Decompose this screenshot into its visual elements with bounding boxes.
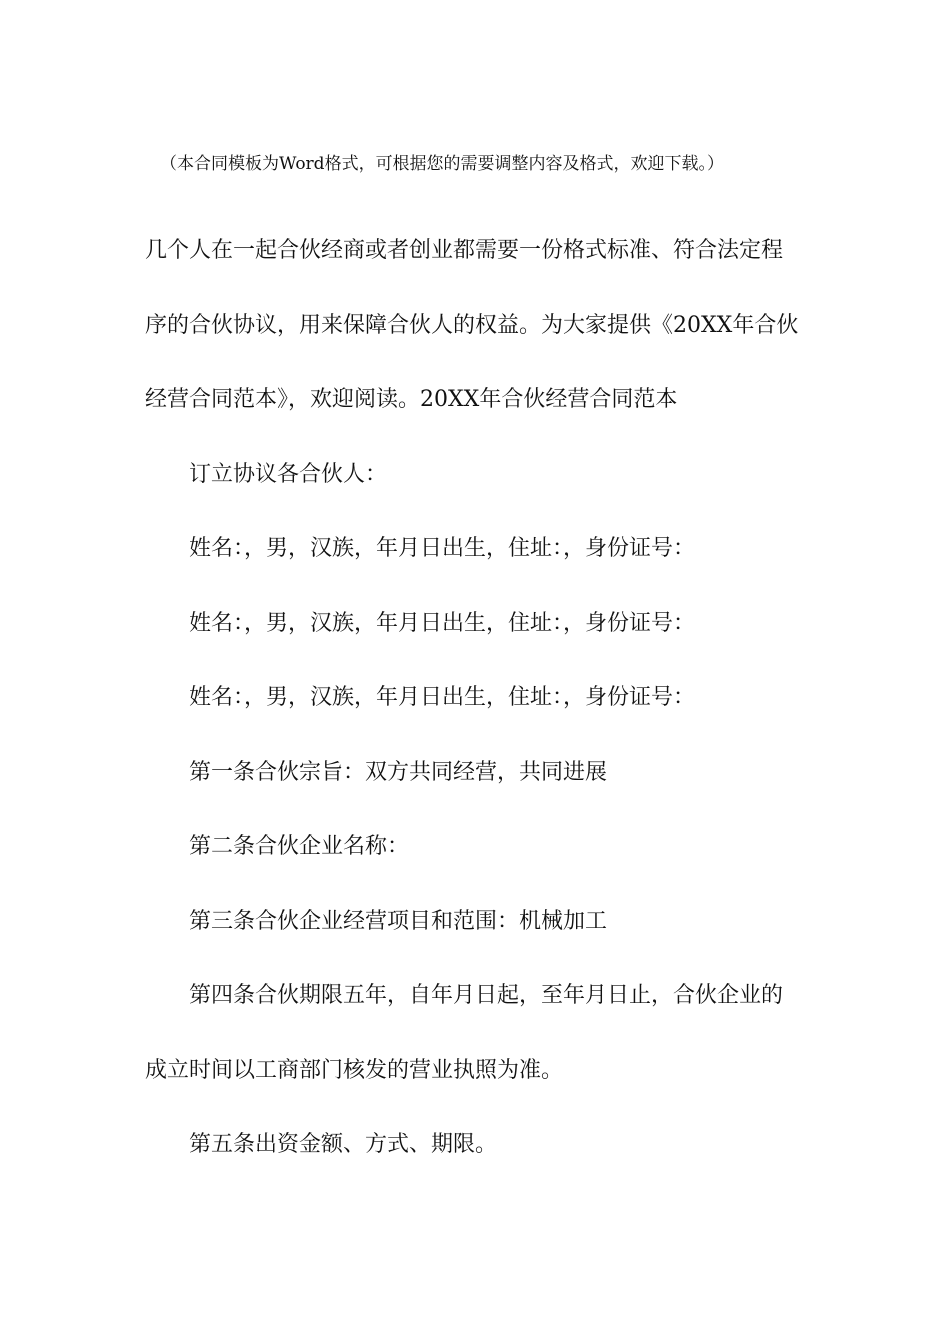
paragraph-intro-1: 几个人在一起合伙经商或者创业都需要一份格式标准、符合法定程 [145, 238, 784, 263]
paragraph-article-4: 第四条合伙期限五年，自年月日起，至年月日止，合伙企业的 [189, 983, 784, 1008]
paragraph-article-1: 第一条合伙宗旨：双方共同经营，共同进展 [189, 759, 608, 785]
paragraph-article-3: 第三条合伙企业经营项目和范围：机械加工 [189, 908, 608, 934]
document-body [145, 214, 805, 1183]
paragraph-partner-3: 姓名：，男，汉族，年月日出生，住址：，身份证号： [189, 685, 696, 710]
paragraph-partner-2: 姓名：，男，汉族，年月日出生，住址：，身份证号： [189, 610, 696, 636]
paragraph-partners-heading: 订立协议各合伙人： [189, 461, 388, 487]
paragraph-intro-3: 经营合同范本》，欢迎阅读。20XX年合伙经营合同范本 [145, 387, 678, 412]
paragraph-partner-1: 姓名：，男，汉族，年月日出生，住址：，身份证号： [189, 536, 696, 561]
template-note: （本合同模板为Word格式，可根据您的需要调整内容及格式，欢迎下载。） [160, 154, 725, 174]
paragraph-article-4-cont: 成立时间以工商部门核发的营业执照为准。 [145, 1057, 564, 1083]
paragraph-intro-2: 序的合伙协议，用来保障合伙人的权益。为大家提供《20XX年合伙 [145, 312, 799, 338]
paragraph-article-5: 第五条出资金额、方式、期限。 [189, 1132, 498, 1157]
paragraph-article-2: 第二条合伙企业名称： [189, 834, 410, 859]
